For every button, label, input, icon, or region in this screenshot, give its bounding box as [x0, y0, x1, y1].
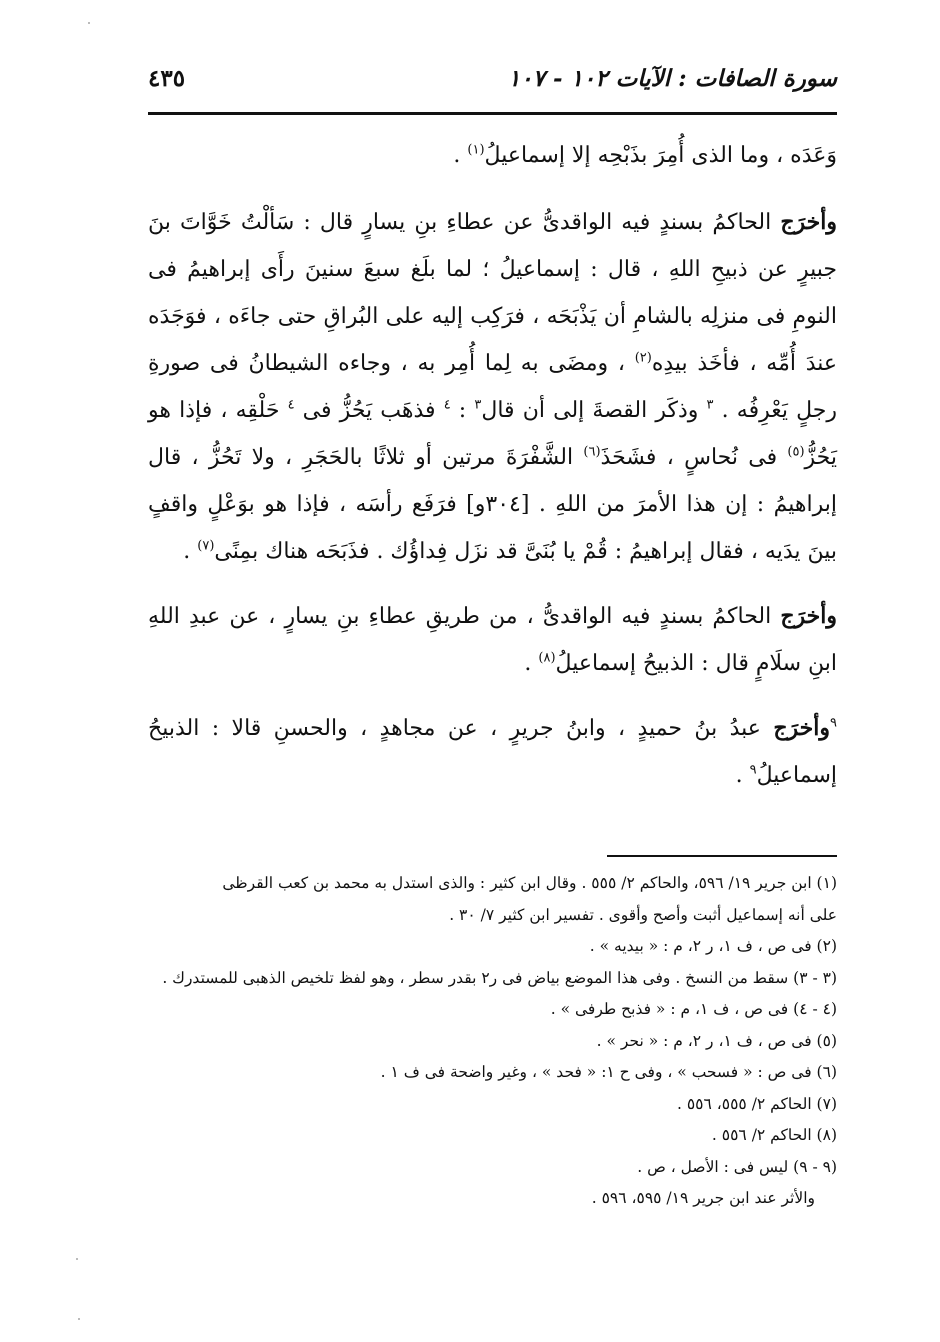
- footnote-ref: (٦): [583, 444, 601, 460]
- footnote-line: على أنه إسماعيل أثبت وأصح وأقوى . تفسير ابن كثير ٧/ ٣٠ .: [449, 905, 837, 924]
- footnote-ref: (٥): [787, 444, 805, 460]
- paragraph-lead-word: وأخرَج: [780, 603, 837, 629]
- footnote-ref: (١): [467, 142, 485, 158]
- paragraph-text: الشَّفْرَةَ مرتين أو ثلاثًا بالحَجَرِ ، ولا تَحُزُّ ، قال إبراهيمُ : إن هذا الأمرَ من اللهِ . [٣٠٤و] فرَفَع رأسَه ، فإذا هو بوَعْلٍ واقفٍ بينَ يدَيه ، فقال إبراهيمُ : قُمْ يا بُنَىَّ قد نزَل فِداؤُك . فذَبَحَه هناك بمِنًى: [148, 445, 837, 564]
- footnote-ref: ٣: [474, 397, 482, 413]
- scan-speck: [88, 22, 90, 24]
- paragraph-4: [148, 705, 837, 799]
- footnote-line: (٧) الحاكم ٢/ ٥٥٥، ٥٥٦ .: [677, 1094, 837, 1113]
- footnote-ref: (٨): [538, 650, 556, 666]
- paragraph-text: ، ومضَى به لِما أُمِر به ، وجاءه الشيطانُ فى صورةِ رجلٍ يَعْرِفُه .: [148, 351, 837, 423]
- footnote-ref: ٤: [443, 397, 451, 413]
- footnote-line: (٣ - ٣) سقط من النسخ . وفى هذا الموضع بياض فى ر٢ بقدر سطر ، وهو لفظ تلخيص الذهبى للمستدرك .: [162, 968, 837, 987]
- paragraph-text: فى نُحاسٍ ، فشَحَذَ: [600, 445, 788, 470]
- footnote-line: (٤ - ٤) فى ص ، ف ١، م : « فذبح طرفى » .: [550, 1000, 837, 1018]
- footnote-line: والأثر عند ابن جرير ١٩/ ٥٩٥، ٥٩٦ .: [591, 1189, 815, 1207]
- paragraph-text: الحاكمُ بسندٍ فيه الواقدىُّ ، من طريقِ عطاءِ بنِ يسارٍ ، عن عبدِ اللهِ ابنِ سلَامٍ قال : الذبيحُ إسماعيلُ: [148, 604, 837, 676]
- paragraph-text: الحاكمُ بسندٍ فيه الواقدىُّ عن عطاءِ بنِ يسارٍ قال : سَألْتُ خَوَّاتَ بنَ جبيرٍ عن ذبيحِ اللهِ ، قال : إسماعيلُ ؛ لما بلَغ سبعَ سنينَ رأَى إبراهيمُ فى النومِ فى منزلِه بالشامِ أن يَذْبَحَه ، فرَكِب إليه على البُراقِ حتى جاءَه ، فوَجَدَه عندَ أُمِّه ، فأخَذ بيدِه: [148, 210, 838, 376]
- footnote-line: (٦) فى ص : « فسحب » ، وفى ح ١: « فحد » ، وغير واضحة فى ف ١ .: [380, 1063, 837, 1081]
- footnote-ref: (٧): [197, 538, 215, 554]
- paragraph-text: وذكَر القصةَ إلى أن قال: [481, 398, 707, 423]
- paragraph-text: فذهَب يَحُزُّ فى: [294, 398, 444, 423]
- header-rule: [148, 112, 837, 115]
- paragraph-text: :: [450, 398, 475, 423]
- running-title: سورة الصافات : الآيات ١٠٢ - ١٠٧: [507, 64, 837, 92]
- paragraph-tail: .: [183, 539, 198, 564]
- page-header: [148, 58, 837, 98]
- footnote-ref: ٤: [287, 397, 295, 413]
- paragraph-1: [148, 132, 837, 179]
- paragraph-lead-word: وأخرَج: [780, 209, 837, 235]
- footnote-ref: ٩: [830, 715, 837, 731]
- footnote-line: (٨) الحاكم ٢/ ٥٥٦ .: [711, 1126, 837, 1144]
- paragraph-2: [148, 199, 837, 575]
- paragraph-text: وَعَدَه ، وما الذى أُمِرَ بذَبْحِه إلا إسماعيلُ: [484, 143, 837, 168]
- paragraph-3: [148, 593, 837, 687]
- footnote-ref: ٣: [706, 397, 714, 413]
- main-text: [148, 132, 837, 817]
- footnotes: [148, 868, 837, 1215]
- footnote-line: (٩ - ٩) ليس فى : الأصل ، ص .: [637, 1157, 837, 1176]
- scan-speck: [78, 1318, 80, 1320]
- scan-speck: [76, 1258, 78, 1260]
- footnote-rule: [607, 855, 837, 857]
- paragraph-lead-word: وأخرَج: [773, 715, 831, 741]
- paragraph-tail: .: [735, 763, 750, 788]
- page-number: ٤٣٥: [148, 64, 186, 92]
- paragraph-text: عبدُ بنُ حميدٍ ، وابنُ جريرٍ ، عن مجاهدٍ ، والحسنِ قالا : الذبيحُ إسماعيلُ: [148, 716, 837, 788]
- footnote-line: (١) ابن جرير ١٩/ ٥٩٦، والحاكم ٢/ ٥٥٥ . وقال ابن كثير : والذى استدل به محمد بن كعب القرظى: [222, 874, 837, 892]
- paragraph-text: حَلْقِه ، فإذا هو يَحُزُّ: [148, 398, 837, 470]
- footnote-line: (٢) فى ص ، ف ١، ر ٢، م : « بيديه » .: [589, 937, 837, 955]
- paragraph-tail: .: [524, 651, 539, 676]
- footnote-line: (٥) فى ص ، ف ١، ر ٢، م : « نحر » .: [596, 1031, 837, 1050]
- paragraph-tail: .: [453, 143, 468, 168]
- footnote-ref: (٢): [634, 350, 652, 366]
- footnote-ref: ٩: [749, 762, 757, 778]
